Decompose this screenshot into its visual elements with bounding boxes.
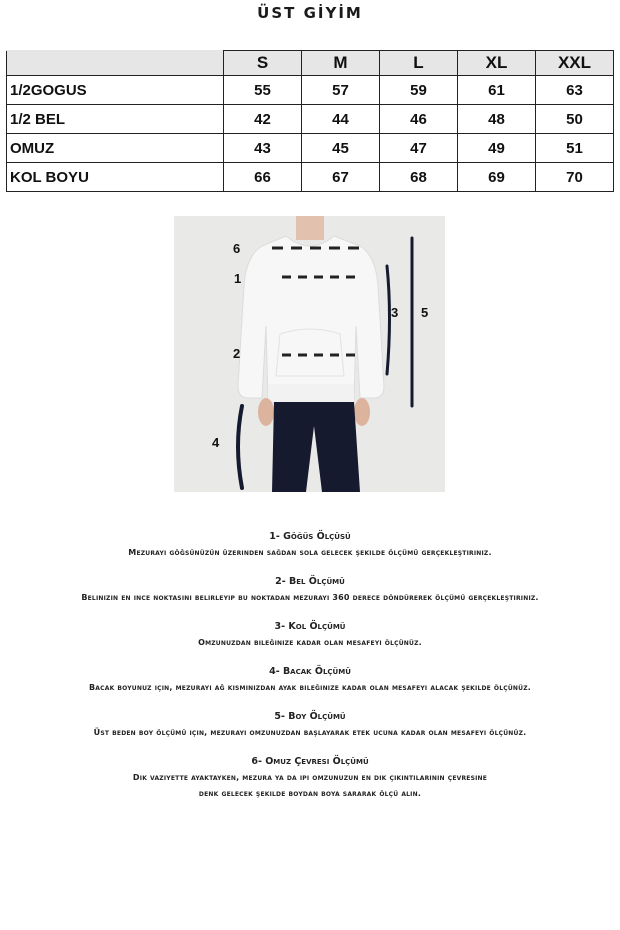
table-cell: 47 (380, 134, 458, 163)
table-cell: 46 (380, 105, 458, 134)
instruction-text: Üst beden boy ölçümü için, mezurayı omzunuzdan başlayarak etek ucuna kadar olan mesafeyi ölçünüz. (93, 728, 527, 737)
table-cell: 48 (458, 105, 536, 134)
instruction-shoulder (0, 753, 620, 802)
instruction-waist (0, 573, 620, 606)
measurement-instructions (0, 528, 620, 814)
page-title: ÜST GİYİM (257, 4, 363, 22)
table-cell: 57 (302, 76, 380, 105)
model-pants (272, 402, 360, 492)
size-chart-table (6, 50, 614, 192)
table-cell: 50 (536, 105, 614, 134)
table-cell: 55 (224, 76, 302, 105)
instruction-heading: 2- Bel Ölçümü (275, 576, 345, 587)
table-cell: 59 (380, 76, 458, 105)
table-row (7, 134, 614, 163)
table-cell: 63 (536, 76, 614, 105)
instruction-length (0, 708, 620, 741)
marker-2: 2 (233, 346, 241, 361)
model-neck (296, 216, 324, 240)
table-row (7, 163, 614, 192)
table-cell: 44 (302, 105, 380, 134)
instruction-text: Mezurayı göğsünüzün üzerinden sağdan sola gelecek şekilde ölçümü gerçekleştiriniz. (128, 548, 492, 557)
row-label: 1/2 BEL (7, 105, 224, 134)
instruction-heading: 5- Boy Ölçümü (274, 711, 346, 722)
table-cell: 70 (536, 163, 614, 192)
instruction-text: Dik vaziyette ayaktayken, mezura ya da ipi omzunuzun en dik çıkıntılarının çevresine (132, 773, 488, 782)
marker-6: 6 (233, 241, 241, 256)
measurement-guide-image (174, 216, 445, 492)
row-label: OMUZ (7, 134, 224, 163)
marker-1: 1 (234, 271, 242, 286)
marker-3: 3 (391, 305, 399, 320)
header-size-xl: XL (458, 51, 536, 76)
table-cell: 51 (536, 134, 614, 163)
table-cell: 49 (458, 134, 536, 163)
instruction-heading: 3- Kol Ölçümü (274, 621, 346, 632)
row-label: 1/2GOGUS (7, 76, 224, 105)
table-cell: 69 (458, 163, 536, 192)
table-cell: 66 (224, 163, 302, 192)
instruction-text: Belinizin en ince noktasını belirleyip bu noktadan mezurayı 360 derece döndürerek ölçümü gerçekleştiriniz. (81, 593, 539, 602)
instruction-heading: 6- Omuz Çevresi Ölçümü (251, 756, 369, 767)
sleeve-measure-line (387, 266, 390, 374)
table-cell: 43 (224, 134, 302, 163)
model-left-hand (258, 398, 274, 426)
marker-4: 4 (212, 435, 220, 450)
model-right-hand (354, 398, 370, 426)
table-header-row (7, 51, 614, 76)
hoodie-shape (238, 236, 384, 402)
table-cell: 68 (380, 163, 458, 192)
row-label: KOL BOYU (7, 163, 224, 192)
instruction-text: Bacak boyunuz için, mezurayı ağ kısmınızdan ayak bileğinize kadar olan mesafeyi alacak şekilde ölçünüz. (88, 683, 532, 692)
marker-5: 5 (421, 305, 429, 320)
instruction-leg (0, 663, 620, 696)
instruction-text: denk gelecek şekilde boydan boya sararak ölçü alın. (198, 789, 422, 798)
instruction-heading: 1- Göğüs Ölçüsü (269, 531, 351, 542)
leg-measure-line (238, 406, 242, 488)
header-size-xxl: XXL (536, 51, 614, 76)
hoodie-hem (268, 384, 354, 402)
header-size-m: M (302, 51, 380, 76)
instruction-heading: 4- Bacak Ölçümü (269, 666, 351, 677)
instruction-chest (0, 528, 620, 561)
table-cell: 61 (458, 76, 536, 105)
table-cell: 42 (224, 105, 302, 134)
table-cell: 67 (302, 163, 380, 192)
model-illustration (174, 216, 445, 492)
table-row (7, 105, 614, 134)
table-cell: 45 (302, 134, 380, 163)
instruction-sleeve (0, 618, 620, 651)
header-size-l: L (380, 51, 458, 76)
header-size-s: S (224, 51, 302, 76)
header-corner-cell (7, 51, 224, 76)
table-row (7, 76, 614, 105)
instruction-text: Omzunuzdan bileğinize kadar olan mesafeyi ölçünüz. (198, 638, 422, 647)
